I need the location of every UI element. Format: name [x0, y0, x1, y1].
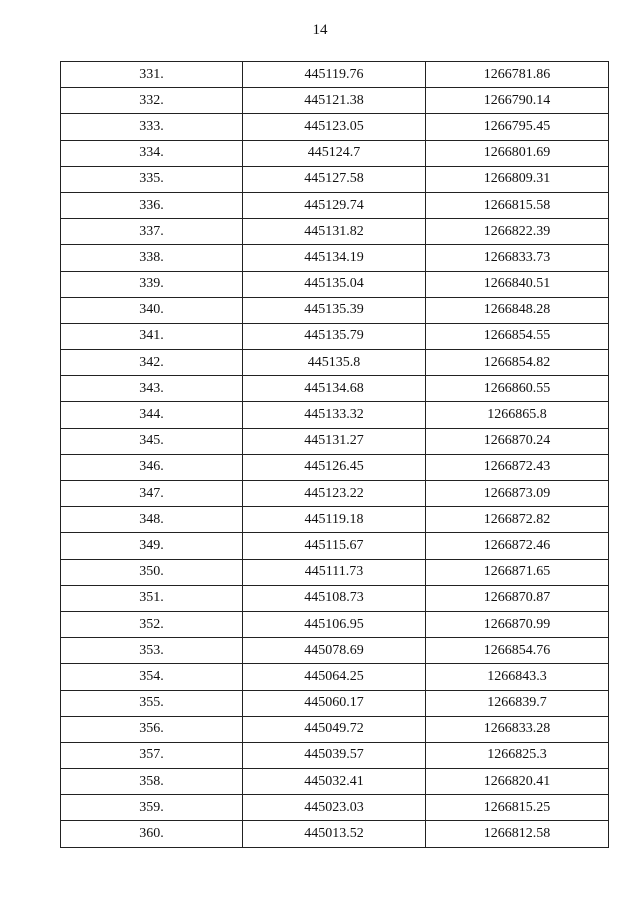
- table-row: [61, 821, 609, 847]
- point-number-cell: 342.: [61, 350, 243, 376]
- y-coordinate-cell: 1266854.55: [426, 323, 609, 349]
- table-row: [61, 481, 609, 507]
- x-coordinate-cell: 445078.69: [243, 638, 426, 664]
- y-coordinate-cell: 1266795.45: [426, 114, 609, 140]
- x-coordinate-cell: 445134.68: [243, 376, 426, 402]
- y-coordinate-cell: 1266790.14: [426, 88, 609, 114]
- x-coordinate-cell: 445123.05: [243, 114, 426, 140]
- x-coordinate-cell: 445135.8: [243, 350, 426, 376]
- point-number-cell: 350.: [61, 559, 243, 585]
- point-number-cell: 334.: [61, 140, 243, 166]
- table-row: [61, 88, 609, 114]
- table-row: [61, 507, 609, 533]
- x-coordinate-cell: 445124.7: [243, 140, 426, 166]
- table-row: [61, 769, 609, 795]
- y-coordinate-cell: 1266872.82: [426, 507, 609, 533]
- point-number-cell: 345.: [61, 428, 243, 454]
- x-coordinate-cell: 445131.27: [243, 428, 426, 454]
- point-number-cell: 333.: [61, 114, 243, 140]
- table-row: [61, 664, 609, 690]
- point-number-cell: 353.: [61, 638, 243, 664]
- table-row: [61, 192, 609, 218]
- y-coordinate-cell: 1266873.09: [426, 481, 609, 507]
- table-row: [61, 454, 609, 480]
- table-row: [61, 376, 609, 402]
- x-coordinate-cell: 445115.67: [243, 533, 426, 559]
- x-coordinate-cell: 445133.32: [243, 402, 426, 428]
- point-number-cell: 358.: [61, 769, 243, 795]
- y-coordinate-cell: 1266809.31: [426, 166, 609, 192]
- x-coordinate-cell: 445060.17: [243, 690, 426, 716]
- point-number-cell: 359.: [61, 795, 243, 821]
- x-coordinate-cell: 445064.25: [243, 664, 426, 690]
- y-coordinate-cell: 1266822.39: [426, 219, 609, 245]
- y-coordinate-cell: 1266848.28: [426, 297, 609, 323]
- y-coordinate-cell: 1266843.3: [426, 664, 609, 690]
- point-number-cell: 360.: [61, 821, 243, 847]
- point-number-cell: 355.: [61, 690, 243, 716]
- y-coordinate-cell: 1266854.82: [426, 350, 609, 376]
- x-coordinate-cell: 445127.58: [243, 166, 426, 192]
- x-coordinate-cell: 445129.74: [243, 192, 426, 218]
- x-coordinate-cell: 445135.79: [243, 323, 426, 349]
- x-coordinate-cell: 445106.95: [243, 611, 426, 637]
- page-number: 14: [312, 22, 328, 38]
- table-body: [61, 62, 609, 848]
- table-row: [61, 742, 609, 768]
- table-row: [61, 585, 609, 611]
- table-row: [61, 140, 609, 166]
- point-number-cell: 340.: [61, 297, 243, 323]
- table-row: [61, 716, 609, 742]
- table-row: [61, 795, 609, 821]
- x-coordinate-cell: 445039.57: [243, 742, 426, 768]
- y-coordinate-cell: 1266833.28: [426, 716, 609, 742]
- point-number-cell: 346.: [61, 454, 243, 480]
- x-coordinate-cell: 445049.72: [243, 716, 426, 742]
- y-coordinate-cell: 1266840.51: [426, 271, 609, 297]
- y-coordinate-cell: 1266865.8: [426, 402, 609, 428]
- x-coordinate-cell: 445013.52: [243, 821, 426, 847]
- x-coordinate-cell: 445119.18: [243, 507, 426, 533]
- y-coordinate-cell: 1266781.86: [426, 62, 609, 88]
- y-coordinate-cell: 1266801.69: [426, 140, 609, 166]
- y-coordinate-cell: 1266870.24: [426, 428, 609, 454]
- x-coordinate-cell: 445111.73: [243, 559, 426, 585]
- x-coordinate-cell: 445126.45: [243, 454, 426, 480]
- point-number-cell: 343.: [61, 376, 243, 402]
- table-row: [61, 166, 609, 192]
- point-number-cell: 349.: [61, 533, 243, 559]
- table-row: [61, 533, 609, 559]
- y-coordinate-cell: 1266871.65: [426, 559, 609, 585]
- point-number-cell: 351.: [61, 585, 243, 611]
- x-coordinate-cell: 445134.19: [243, 245, 426, 271]
- x-coordinate-cell: 445108.73: [243, 585, 426, 611]
- x-coordinate-cell: 445121.38: [243, 88, 426, 114]
- table-row: [61, 62, 609, 88]
- y-coordinate-cell: 1266839.7: [426, 690, 609, 716]
- point-number-cell: 357.: [61, 742, 243, 768]
- table-row: [61, 323, 609, 349]
- table-row: [61, 271, 609, 297]
- point-number-cell: 344.: [61, 402, 243, 428]
- y-coordinate-cell: 1266872.43: [426, 454, 609, 480]
- table-row: [61, 559, 609, 585]
- point-number-cell: 339.: [61, 271, 243, 297]
- table-row: [61, 219, 609, 245]
- table-row: [61, 638, 609, 664]
- point-number-cell: 331.: [61, 62, 243, 88]
- table-row: [61, 690, 609, 716]
- point-number-cell: 341.: [61, 323, 243, 349]
- point-number-cell: 356.: [61, 716, 243, 742]
- y-coordinate-cell: 1266812.58: [426, 821, 609, 847]
- y-coordinate-cell: 1266825.3: [426, 742, 609, 768]
- y-coordinate-cell: 1266815.25: [426, 795, 609, 821]
- y-coordinate-cell: 1266870.99: [426, 611, 609, 637]
- point-number-cell: 332.: [61, 88, 243, 114]
- table-row: [61, 611, 609, 637]
- y-coordinate-cell: 1266820.41: [426, 769, 609, 795]
- x-coordinate-cell: 445135.39: [243, 297, 426, 323]
- table-row: [61, 350, 609, 376]
- point-number-cell: 348.: [61, 507, 243, 533]
- x-coordinate-cell: 445135.04: [243, 271, 426, 297]
- point-number-cell: 336.: [61, 192, 243, 218]
- y-coordinate-cell: 1266815.58: [426, 192, 609, 218]
- x-coordinate-cell: 445119.76: [243, 62, 426, 88]
- coordinates-table: [60, 61, 609, 848]
- x-coordinate-cell: 445023.03: [243, 795, 426, 821]
- y-coordinate-cell: 1266854.76: [426, 638, 609, 664]
- x-coordinate-cell: 445032.41: [243, 769, 426, 795]
- point-number-cell: 352.: [61, 611, 243, 637]
- point-number-cell: 335.: [61, 166, 243, 192]
- y-coordinate-cell: 1266872.46: [426, 533, 609, 559]
- y-coordinate-cell: 1266833.73: [426, 245, 609, 271]
- point-number-cell: 338.: [61, 245, 243, 271]
- point-number-cell: 337.: [61, 219, 243, 245]
- table-row: [61, 297, 609, 323]
- point-number-cell: 354.: [61, 664, 243, 690]
- table-row: [61, 114, 609, 140]
- x-coordinate-cell: 445131.82: [243, 219, 426, 245]
- table-row: [61, 245, 609, 271]
- x-coordinate-cell: 445123.22: [243, 481, 426, 507]
- y-coordinate-cell: 1266860.55: [426, 376, 609, 402]
- y-coordinate-cell: 1266870.87: [426, 585, 609, 611]
- point-number-cell: 347.: [61, 481, 243, 507]
- table-row: [61, 428, 609, 454]
- table-row: [61, 402, 609, 428]
